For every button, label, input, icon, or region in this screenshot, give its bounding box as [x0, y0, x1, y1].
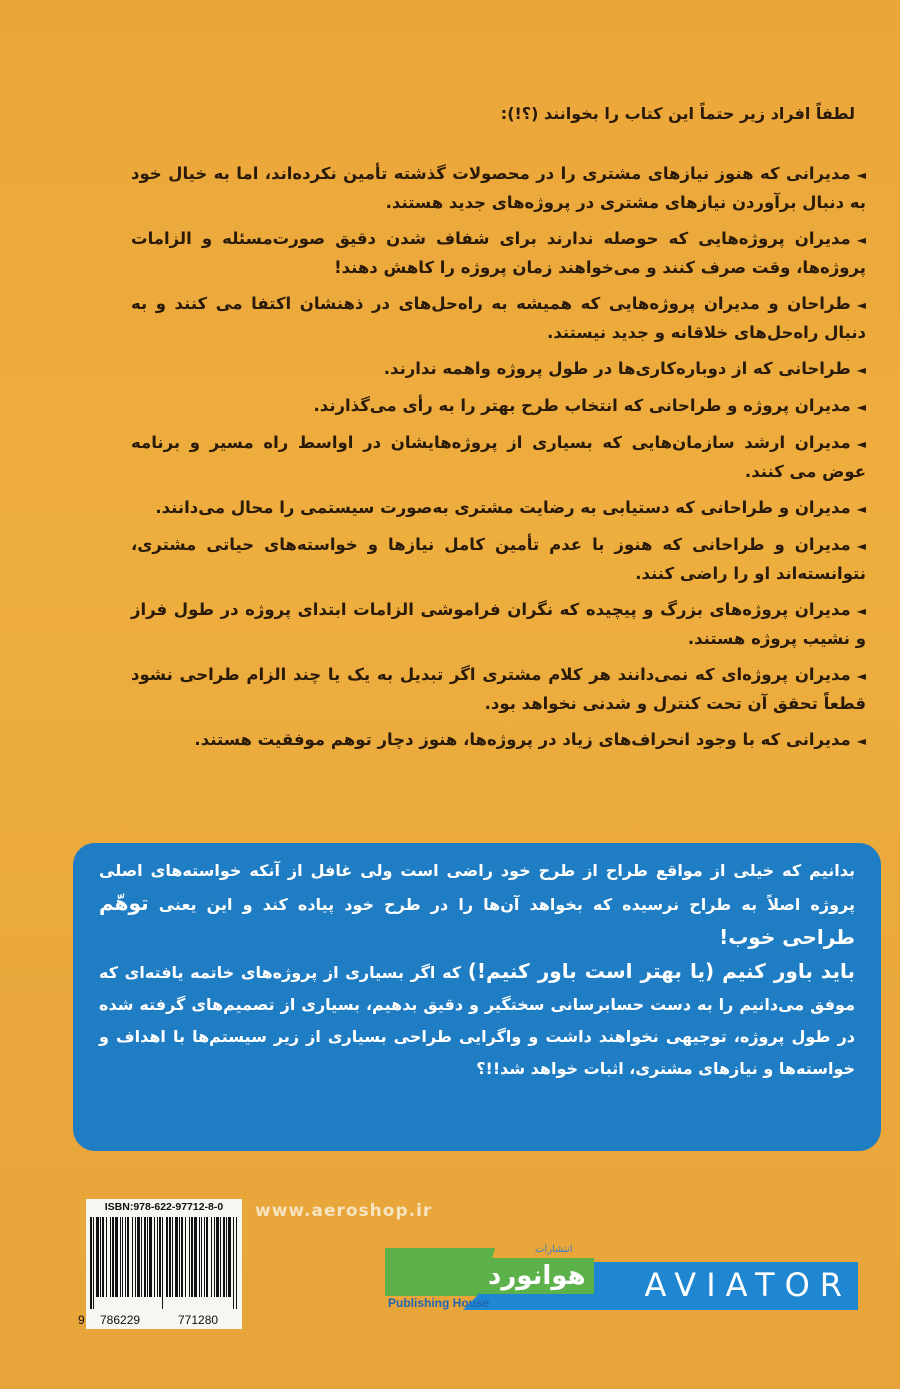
- barcode-bar: [226, 1217, 227, 1297]
- barcode-bar: [179, 1217, 180, 1297]
- item-text: مدیران پروژه‌هایی که حوصله ندارند برای شفاف شدن دقیق صورت‌مسئله و الزامات پروژه‌ها، وقت صرف کنند و می‌خواهند زمان پروژه را کاهش دهند!: [131, 229, 866, 277]
- barcode-bar: [144, 1217, 146, 1297]
- barcode-bar: [223, 1217, 225, 1297]
- bullet-icon: ◄: [856, 363, 866, 377]
- list-item: [131, 290, 866, 347]
- barcode-bar: [149, 1217, 152, 1297]
- barcode-bar: [194, 1217, 197, 1297]
- list-item: [131, 661, 866, 718]
- barcode-bar: [189, 1217, 190, 1297]
- list-item: [131, 429, 866, 486]
- publisher-name-fa: هوانورد: [480, 1258, 594, 1294]
- publisher-label: انتشارات: [535, 1244, 573, 1255]
- bullet-icon: ◄: [856, 604, 866, 618]
- bullet-icon: ◄: [856, 502, 866, 516]
- barcode-bar: [110, 1217, 111, 1297]
- isbn-text: ISBN:978-622-97712-8-0: [104, 1201, 224, 1213]
- barcode-bar: [181, 1217, 183, 1297]
- barcode-bar: [211, 1217, 212, 1297]
- barcode-bar: [100, 1217, 101, 1297]
- barcode-bar: [127, 1217, 129, 1297]
- list-item: [131, 726, 866, 755]
- barcode-bar: [125, 1217, 126, 1297]
- barcode-bar: [112, 1217, 114, 1297]
- list-item: [131, 355, 866, 384]
- barcode-bar: [220, 1217, 221, 1297]
- item-text: طراحان و مدیران پروژه‌هایی که همیشه به راه‌حل‌های در ذهنشان اکتفا می کنند و به دنبال راه‌حل‌های خلاقانه و جدید نیستند.: [131, 294, 866, 342]
- highlight-box: [73, 843, 881, 1151]
- bullet-icon: ◄: [856, 669, 866, 683]
- publisher-logo: [380, 1236, 860, 1316]
- bullet-icon: ◄: [856, 539, 866, 553]
- barcode-bar: [90, 1217, 92, 1309]
- barcode-bar: [216, 1217, 219, 1297]
- publisher-name-en: AVIATOR: [644, 1266, 852, 1304]
- barcode-left-digits: 786229: [100, 1313, 141, 1327]
- barcode-bar: [141, 1217, 142, 1297]
- barcode-bar: [102, 1217, 104, 1297]
- item-text: مدیران پروژه‌های بزرگ و پیچیده که نگران فراموشی الزامات ابتدای پروژه در طول فراز و نشیب پروژه هستند.: [131, 600, 866, 648]
- list-item: [131, 494, 866, 523]
- bullet-icon: ◄: [856, 400, 866, 414]
- barcode-bar: [166, 1217, 168, 1297]
- barcode-bar: [236, 1217, 237, 1309]
- item-text: مدیران پروژه‌ای که نمی‌دانند هر کلام مشتری اگر تبدیل به یک یا چند الزام طراحی نشود قطعاً تحقق آن تحت کنترل و شدنی نخواهد بود.: [131, 665, 866, 713]
- barcode-bar: [191, 1217, 193, 1297]
- barcode-bar: [175, 1217, 178, 1297]
- barcode-bar: [185, 1217, 186, 1297]
- target-readers-list: [131, 160, 866, 763]
- barcode-bar: [137, 1217, 140, 1297]
- barcode-bar: [106, 1217, 107, 1297]
- barcode-bar: [93, 1217, 94, 1309]
- item-text: طراحانی که از دوباره‌کاری‌ها در طول پروژه واهمه ندارند.: [383, 359, 851, 378]
- barcode-bar: [96, 1217, 99, 1297]
- bullet-icon: ◄: [856, 437, 866, 451]
- item-text: مدیران پروژه و طراحانی که انتخاب طرح بهتر را به رأی می‌گذارند.: [313, 396, 851, 415]
- barcode-bar: [233, 1217, 234, 1309]
- list-item: [131, 596, 866, 653]
- barcode-bar: [206, 1217, 208, 1297]
- list-item: [131, 160, 866, 217]
- barcode-bar: [115, 1217, 118, 1297]
- item-text: مدیران ارشد سازمان‌هایی که بسیاری از پروژه‌هایشان در اواسط راه مسیر و برنامه عوض می کنند.: [131, 433, 866, 481]
- barcode-bar: [172, 1217, 173, 1297]
- barcode-bar: [214, 1217, 215, 1297]
- barcode-right-digits: 771280: [178, 1313, 219, 1327]
- list-item: [131, 392, 866, 421]
- barcode-lead-digit: 9: [78, 1313, 85, 1327]
- list-item: [131, 531, 866, 588]
- barcode-bar: [201, 1217, 202, 1297]
- barcode-bar: [159, 1217, 161, 1297]
- item-text: مدیرانی که با وجود انحراف‌های زیاد در پروژه‌ها، هنوز دچار توهم موفقیت هستند.: [194, 730, 851, 749]
- website-link[interactable]: www.aeroshop.ir: [255, 1201, 433, 1221]
- barcode-bar: [228, 1217, 231, 1297]
- list-item: [131, 225, 866, 282]
- bullet-icon: ◄: [856, 168, 866, 182]
- item-text: مدیرانی که هنوز نیازهای مشتری را در محصولات گذشته تأمین نکرده‌اند، اما به خیال خود به دنبال برآوردن نیازهای مشتری در پروژه‌های جدید هستند.: [131, 164, 866, 212]
- publisher-subtitle: Publishing House: [388, 1296, 490, 1310]
- box-emphasis-1: توهّم طراحی خوب!: [99, 891, 855, 949]
- barcode-bar: [199, 1217, 200, 1297]
- barcode-bar: [169, 1217, 171, 1297]
- barcode-bar: [122, 1217, 123, 1297]
- item-text: مدیران و طراحانی که هنوز با عدم تأمین کامل نیازها و خواسته‌های حیاتی مشتری، نتوانسته‌اند او را راضی کنند.: [131, 535, 866, 583]
- barcode-bar: [204, 1217, 205, 1297]
- barcode-bar: [157, 1217, 158, 1297]
- item-text: مدیران و طراحانی که دستیابی به رضایت مشتری به‌صورت سیستمی را محال می‌دانند.: [155, 498, 851, 517]
- barcode-bars: [90, 1217, 238, 1309]
- intro-heading: لطفاً افراد زیر حتماً این کتاب را بخوانند (؟!):: [500, 104, 855, 123]
- box-emphasis-2: باید باور کنیم (یا بهتر است باور کنیم!): [467, 959, 856, 983]
- isbn-barcode: [78, 1199, 242, 1329]
- barcode-bar: [147, 1217, 148, 1297]
- barcode-bar: [132, 1217, 133, 1297]
- box-paragraph-1: بدانیم که خیلی از مواقع طراح از طرح خود راضی است ولی غافل از آنکه خواسته‌های اصلی پروژه اصلاً به طراح نرسیده که بخواهد آن‌ها را در طرح خود پیاده کند و این یعنی: [99, 861, 855, 914]
- bullet-icon: ◄: [856, 734, 866, 748]
- bullet-icon: ◄: [856, 298, 866, 312]
- box-paragraph-2: که اگر بسیاری از پروژه‌های خاتمه یافته‌ای که موفق می‌دانیم را به دست حسابرسانی سختگیر و دقیق بدهیم، بسیاری از تصمیم‌های گرفته شده در طول پروژه، توجیهی نخواهند داشت و واگرایی طراحی بسیاری از زیر سیستم‌ها با اهداف و خواسته‌ها و نیازهای مشتری، اثبات خواهد شد!!؟: [99, 963, 855, 1078]
- logo-green-block: [385, 1248, 495, 1296]
- barcode-bar: [162, 1217, 163, 1309]
- bullet-icon: ◄: [856, 233, 866, 247]
- barcode-bar: [135, 1217, 136, 1297]
- barcode-bar: [120, 1217, 121, 1297]
- barcode-bar: [154, 1217, 155, 1297]
